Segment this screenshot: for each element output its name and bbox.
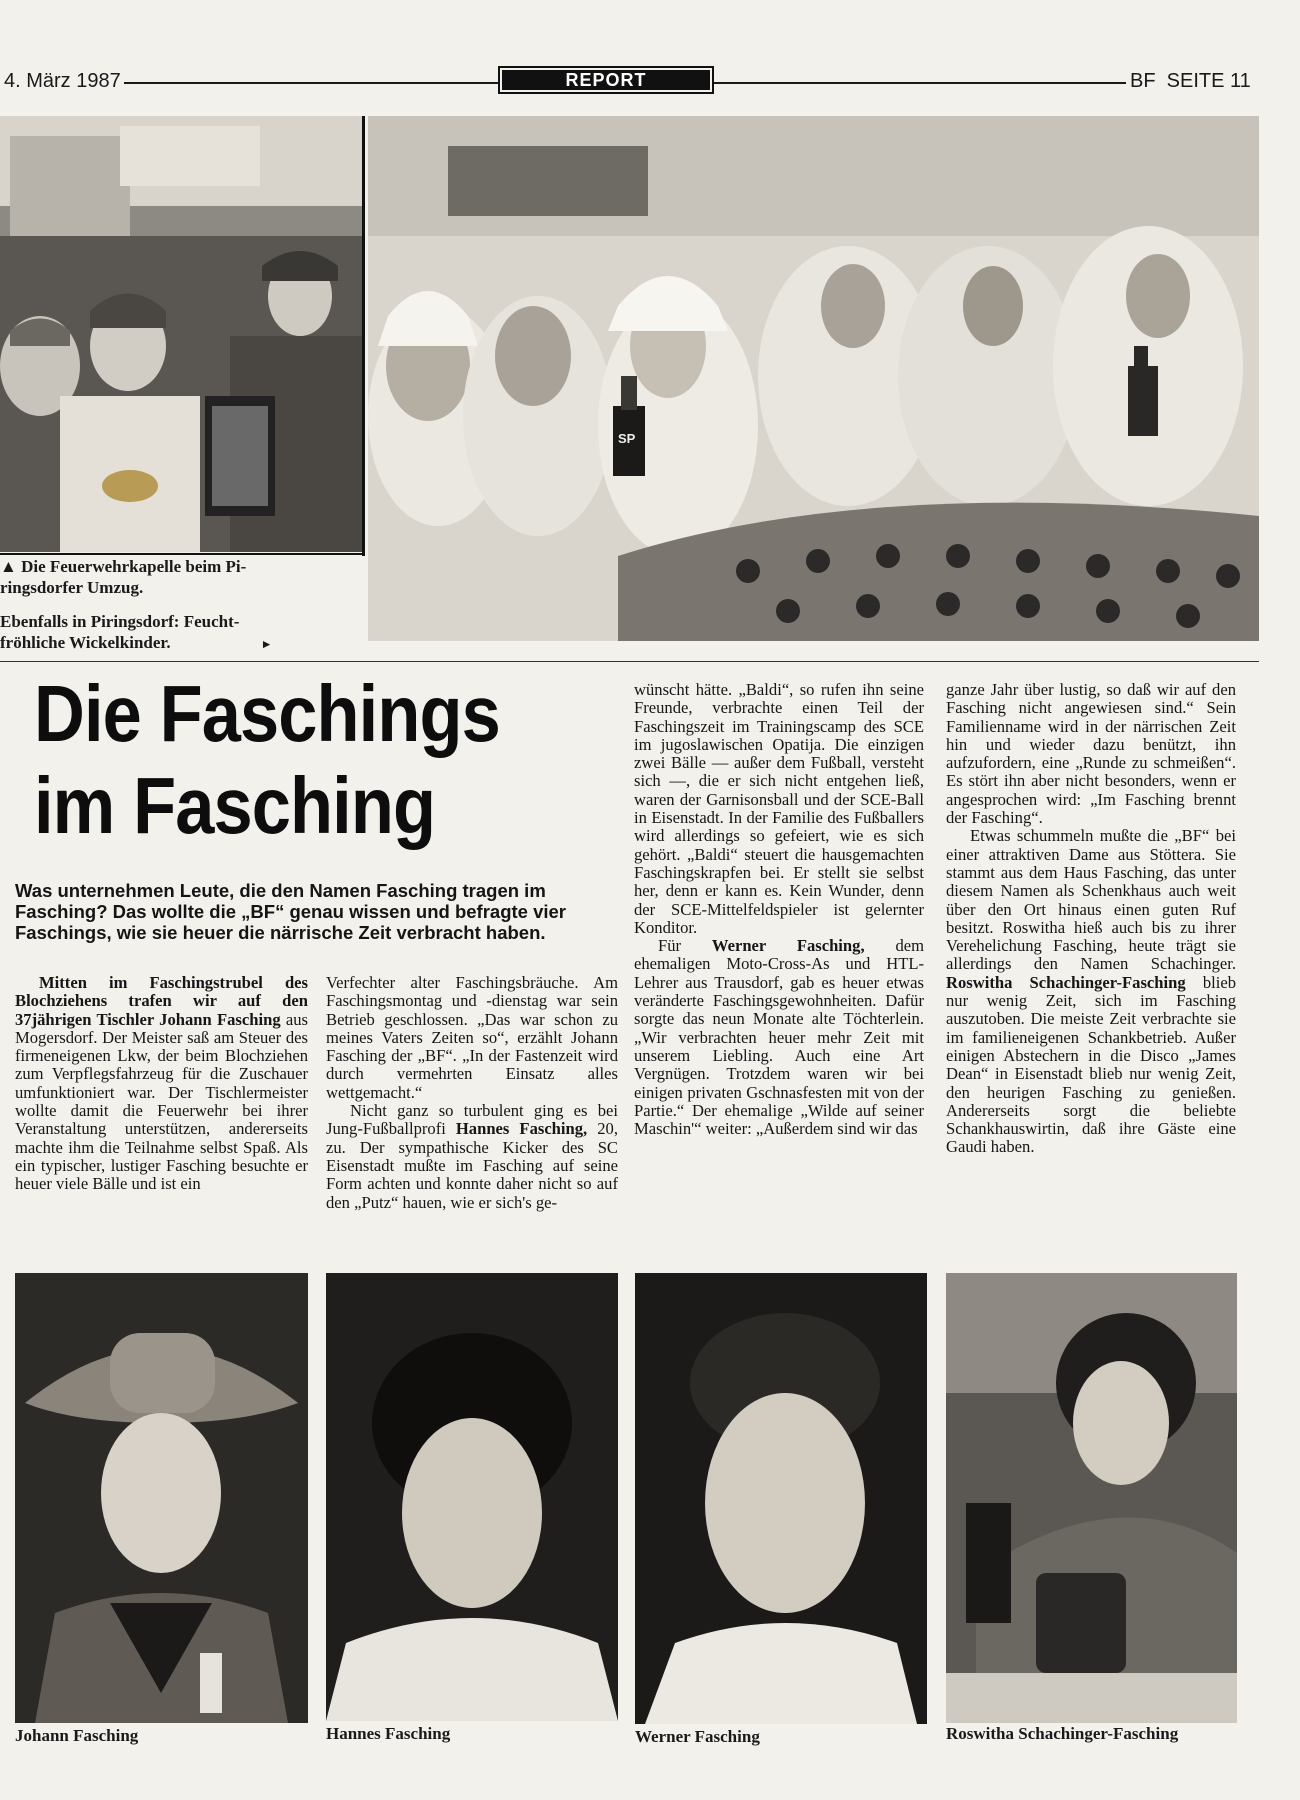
portrait-caption-hannes: Hannes Fasching <box>326 1724 451 1743</box>
portrait-hannes <box>326 1273 618 1721</box>
article-column-2: Verfechter alter Faschingsbräuche. Am Faschingsmontag und -dienstag war sein Betrieb geschlossen. „Das war schon zu meines Vaters Zeiten so“, erzählt Johann Fasching der „BF“. „In der Fastenzeit wird durch vermehrten Einsatz alles wettgemacht.“ Nicht ganz so turbulent ging es bei Jung-Fußballprofi Hannes Fasching, 20, zu. Der sympathische Kicker des SC Eisenstadt mußte im Fasching auf seine Form achten und konnte daher nicht so auf den „Putz“ hauen, wie er sich's ge- <box>326 973 618 1212</box>
portrait-roswitha <box>946 1273 1237 1723</box>
photo-fire-brigade-band <box>0 116 362 552</box>
portrait-caption-werner: Werner Fasching <box>635 1727 760 1746</box>
article-column-3: wünscht hätte. „Baldi“, so rufen ihn seine Freunde, verbrachte einen Teil der Faschingszeit im Trainingscamp des SCE im jugoslawischen Opatija. Die einzigen zwei Bälle — außer dem Fußball, versteht sich —, die er sich nicht entgehen ließ, waren der Garnisonsball und der SCE-Ball in Eisenstadt. In der Familie des Fußballers wird allerdings so gefeiert, wie es sich gehört. „Baldi“ steuert die hausgemachten Faschingskrapfen bei. Er stellt sie selbst her, denn er kann es. Kein Wunder, denn der SCE-Mittelfeldspieler ist gelernter Konditor. Für Werner Fasching, dem ehemaligen Moto-Cross-As und HTL-Lehrer aus Trausdorf, gab es heuer etwas veränderte Faschingsgewohnheiten. Dafür sorgte das neun Monate alte Töchterlein. „Wir verbrachten heuer mehr Zeit mit unserem Liebling. Auch eine Art Vergnügen. Trotzdem waren wir bei einigen privaten Gschnasfesten mit von der Partie.“ Der ehemalige „Wilde auf seiner Maschin'“ weiter: „Außerdem sind wir das <box>634 680 925 1139</box>
section-label-box <box>498 66 714 94</box>
portrait-johann <box>15 1273 308 1723</box>
photo-costumed-babies <box>368 116 1259 641</box>
photo-frame-right <box>362 116 365 556</box>
caption-costumed-babies: Ebenfalls in Piringsdorf: Feucht- fröhliche Wickelkinder. ► <box>0 612 273 652</box>
header-rule-right <box>714 82 1126 84</box>
article-column-4: ganze Jahr über lustig, so daß wir auf den Fasching nicht angewiesen sind.“ Sein Familienname wird in der närrischen Zeit hin und wieder dazu benützt, ihn aufzufordern, eine „Runde zu schmeißen“. Es stört ihn aber nicht besonders, wenn er angesprochen wird: „Im Fasching brennt der Fasching“. Etwas schummeln mußte die „BF“ bei einer attraktiven Dame aus Stöttera. Sie stammt aus dem Haus Fasching, das unter diesem Namen als Schenkhaus auch weit über den Ort hinaus einen guten Ruf besitzt. Roswitha hieß auch bis zu ihrer Verehelichung Fasching, heute trägt sie allerdings den Namen Schachinger. Roswitha Schachinger-Fasching blieb nur wenig Zeit, sich im Fasching auszutoben. Die meiste Zeit verbrachte sie im familieneigenen Schankbetrieb. Außer einigen Abstechern in die Disco „James Dean“ in Eisenstadt blieb nur wenig Zeit, den heurigen Fasching zu genießen. Andererseits sorgt die beliebte Schankhauswirtin, daß ihre Gäste eine Gaudi haben. <box>946 680 1236 1157</box>
section-label: REPORT <box>502 70 710 90</box>
portrait-caption-johann: Johann Fasching <box>15 1726 139 1745</box>
issue-date: 4. März 1987 <box>4 70 121 92</box>
article-column-1: Mitten im Faschingstrubel des Blochziehens trafen wir auf den 37jährigen Tischler Johann Fasching aus Mogersdorf. Der Meister saß am Steuer des firmeneigenen Lkw, der beim Blochziehen zum Verpflegsfahrzeug für die Zuschauer umfunktioniert war. Der Tischlermeister wollte damit die Feuerwehr bei ihrer Veranstaltung unterstützen, andererseits machte ihm die Teilnahme selbst Spaß. Als ein typischer, lustiger Fasching besuchte er heuer viele Bälle und ist ein <box>15 973 308 1194</box>
article-top-rule <box>0 661 1259 662</box>
portrait-werner <box>635 1273 927 1724</box>
caption-fire-brigade-band: ▲ Die Feuerwehrkapelle beim Pi- ringsdorfer Umzug. <box>0 557 247 597</box>
page-number: BF SEITE 11 <box>1130 70 1251 92</box>
bottle-logo: SP <box>618 431 636 446</box>
photo-frame-bottom <box>0 553 365 555</box>
caption-arrow-icon: ► <box>260 637 273 651</box>
article-headline: Die Faschings im Fasching <box>34 669 500 850</box>
article-lead: Was unternehmen Leute, die den Namen Fasching tragen im Fasching? Das wollte die „BF“ genau wissen und befragte vier Faschings, wie sie heuer die närrische Zeit verbracht haben. <box>15 880 566 943</box>
header-rule-left <box>124 82 498 84</box>
portrait-caption-roswitha: Roswitha Schachinger-Fasching <box>946 1724 1179 1743</box>
